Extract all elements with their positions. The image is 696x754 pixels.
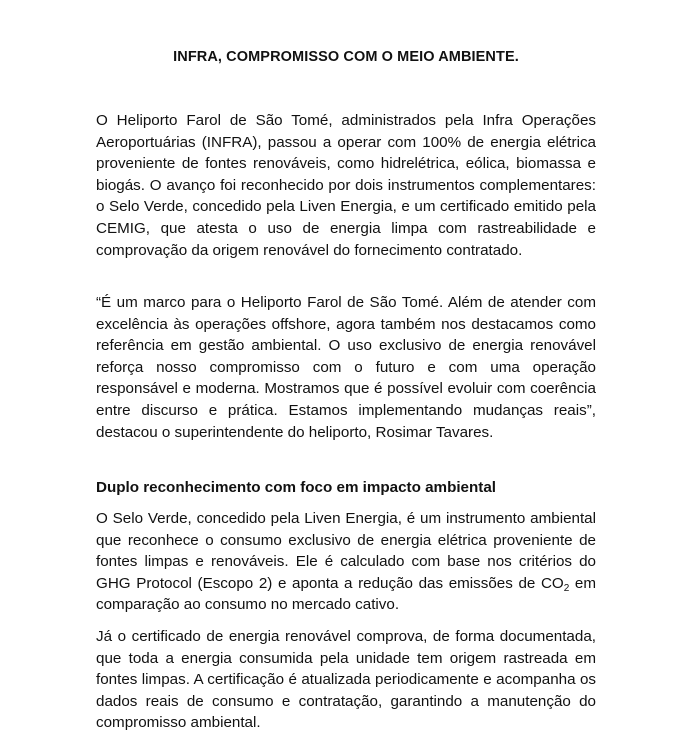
document-title: INFRA, COMPROMISSO COM O MEIO AMBIENTE. bbox=[173, 49, 519, 65]
paragraph-certificado: Já o certificado de energia renovável comprova, de forma documentada, que toda a energia consumida pela unidade tem origem rastreada em fontes limpas. A certificação é atualizada periodicamente e acompanha os dados reais de consumo e contratação, garantindo a manutenção do compromisso ambiental. bbox=[96, 628, 596, 732]
section-subheading: Duplo reconhecimento com foco em impacto ambiental bbox=[96, 479, 497, 496]
paragraph-selo-verde bbox=[96, 508, 596, 616]
paragraph-quote: “É um marco para o Heliporto Farol de São Tomé. Além de atender com excelência às operações offshore, agora também nos destacamos como referência em gestão ambiental. O uso exclusivo de energia renovável reforça nosso compromisso com o futuro e com uma operação responsável e moderna. Mostramos que é possível evoluir com coerência entre discurso e prática. Estamos implementando mudanças reais”, destacou o superintendente do heliporto, Rosimar Tavares. bbox=[96, 294, 596, 441]
paragraph-selo-verde-text-end: em comparação ao consumo no mercado cativo. bbox=[96, 574, 596, 614]
paragraph-selo-verde-text: O Selo Verde, concedido pela Liven Energia, é um instrumento ambiental que reconhece o consumo exclusivo de energia elétrica proveniente de fontes limpas e renováveis. Ele é calculado com base nos critérios do GHG Protocol (Escopo 2) e aponta a redução das emissões de CO bbox=[96, 510, 596, 592]
paragraph-intro: O Heliporto Farol de São Tomé, administrados pela Infra Operações Aeroportuárias (INFRA), passou a operar com 100% de energia elétrica proveniente de fontes renováveis, como hidrelétrica, eólica, biomassa e biogás. O avanço foi reconhecido por dois instrumentos complementares: o Selo Verde, concedido pela Liven Energia, e um certificado emitido pela CEMIG, que atesta o uso de energia limpa com rastreabilidade e comprovação da origem renovável do fornecimento contratado. bbox=[96, 112, 596, 259]
co2-subscript: 2 bbox=[563, 582, 570, 594]
